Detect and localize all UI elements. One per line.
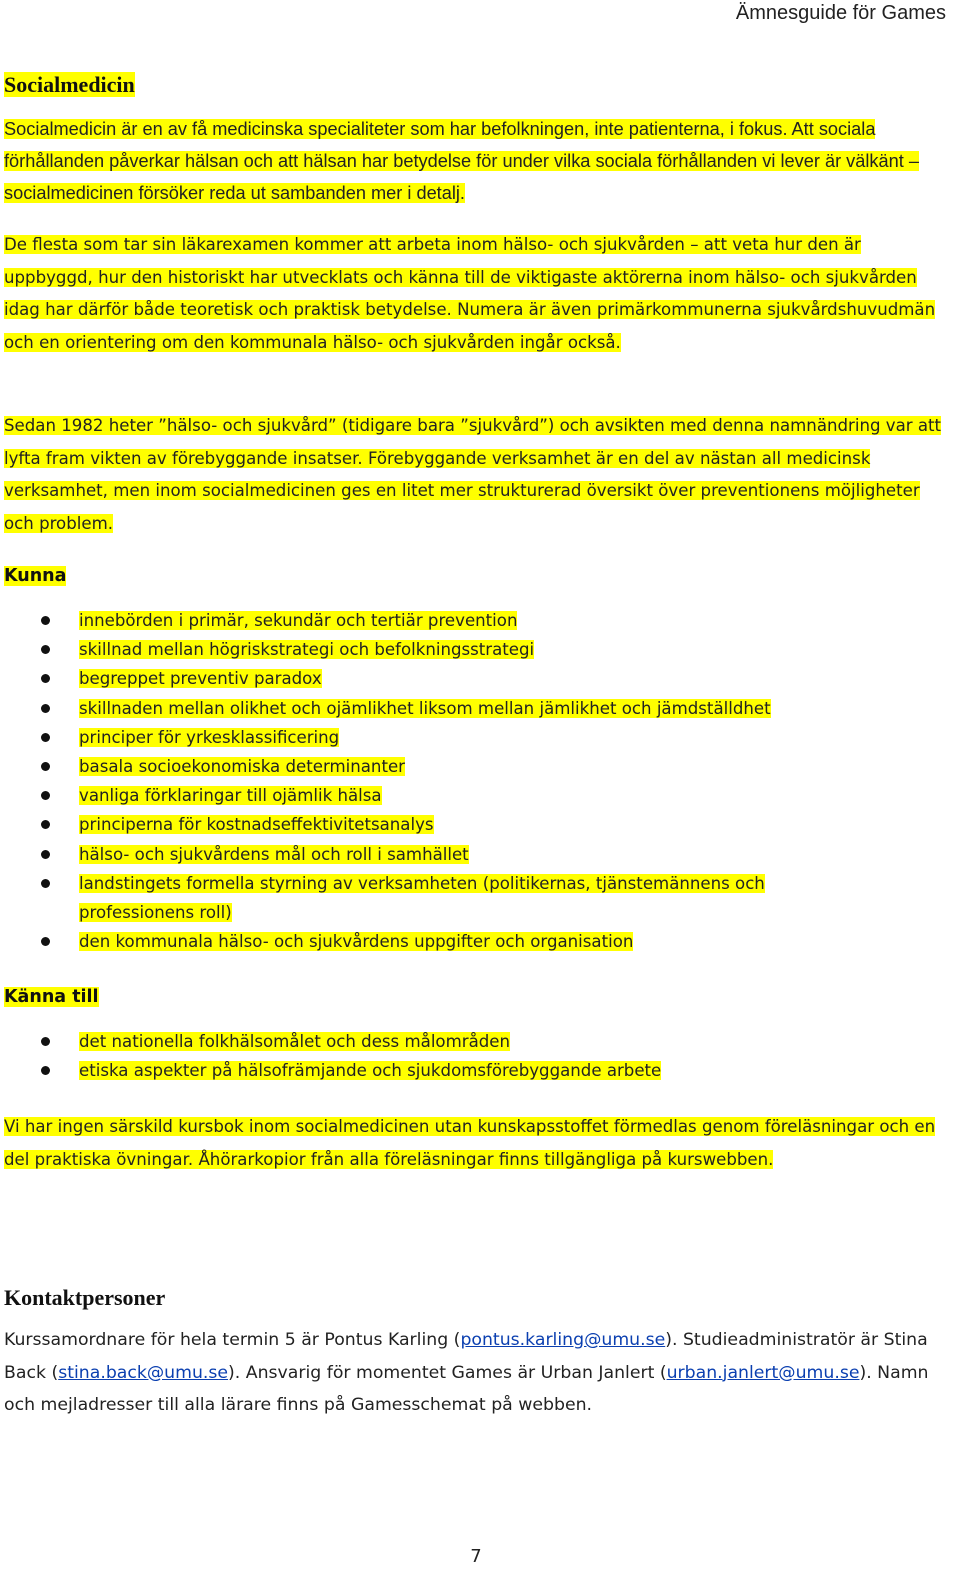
list-item (4, 1056, 950, 1085)
page-number: 7 (470, 1546, 482, 1567)
list-item-text: etiska aspekter på hälsofrämjande och sjukdomsförebyggande arbete (79, 1061, 662, 1081)
contacts-text-3: ). Ansvarig för momentet Games är Urban Janlert ( (228, 1362, 667, 1383)
list-item-text: hälso- och sjukvårdens mål och roll i samhället (79, 844, 469, 864)
list-item-text: vanliga förklaringar till ojämlik hälsa (79, 786, 382, 806)
list-item-text: skillnaden mellan olikhet och ojämlikhet liksom mellan jämlikhet och jämdställdhet (79, 698, 771, 718)
list-item (4, 1027, 950, 1056)
list-item (4, 869, 859, 927)
section-title-text: Socialmedicin (4, 72, 135, 97)
kunna-heading (4, 562, 950, 590)
list-item (4, 927, 950, 956)
kunna-list (4, 606, 950, 956)
list-item (4, 606, 950, 635)
contacts-text-4: ). Namn och mejladresser till alla lärare finns på Gamesschemat på webben. (4, 1362, 929, 1415)
list-item-text: innebörden i primär, sekundär och tertiär prevention (79, 611, 518, 630)
section-title (4, 71, 950, 99)
bullet-icon (41, 937, 50, 946)
email-link-pontus[interactable]: pontus.karling@umu.se (460, 1330, 666, 1350)
paragraph-healthcare (4, 229, 950, 359)
contacts-title: Kontaktpersoner (4, 1285, 166, 1310)
bullet-icon (41, 1066, 50, 1075)
list-item-text: principer för yrkesklassificering (79, 727, 340, 747)
list-item-text: landstingets formella styrning av verksamheten (politikernas, tjänstemännens och professionens roll) (79, 873, 765, 923)
bullet-icon (41, 879, 50, 888)
list-item (4, 781, 950, 810)
list-item-text: den kommunala hälso- och sjukvårdens uppgifter och organisation (79, 932, 634, 952)
bullet-icon (41, 791, 50, 800)
running-header: Ämnesguide för Games (735, 2, 946, 24)
list-item-text: begreppet preventiv paradox (79, 669, 322, 689)
intro-paragraph (4, 113, 950, 209)
bullet-icon (41, 704, 50, 713)
list-item (4, 840, 950, 869)
list-item (4, 694, 950, 723)
kanna-till-heading-text: Känna till (4, 987, 99, 1007)
bullet-icon (41, 616, 50, 625)
closing-paragraph (4, 1111, 950, 1176)
email-link-urban[interactable]: urban.janlert@umu.se (666, 1362, 860, 1383)
paragraph-prevention (4, 410, 950, 540)
paragraph-prevention-text: Sedan 1982 heter ”hälso- och sjukvård” (tidigare bara ”sjukvård”) och avsikten med denna namnändring var att lyfta fram vikten av förebyggande insatser. Förebyggande verksamhet är en del av nästan all medicinsk verksamhet, men inom socialmedicinen ges en litet mer strukturerad översikt över preventionens möjligheter och problem. (4, 416, 942, 533)
contacts-text-2: ). Studieadministratör är Stina Back ( (4, 1330, 928, 1383)
bullet-icon (41, 850, 50, 859)
kunna-heading-text: Kunna (4, 566, 67, 586)
list-item-text: principerna för kostnadseffektivitetsanalys (79, 815, 434, 835)
bullet-icon (41, 674, 50, 683)
list-item-text: det nationella folkhälsomålet och dess målområden (79, 1032, 510, 1051)
list-item (4, 752, 950, 781)
contacts-text-1: Kurssamordnare för hela termin 5 är Pontus Karling ( (4, 1330, 461, 1350)
intro-text: Socialmedicin är en av få medicinska specialiteter som har befolkningen, inte patienterna, i fokus. Att sociala förhållanden påverkar hälsan och att hälsan har betydelse för under vilka sociala förhållanden vi lever är välkänt – socialmedicinen försöker reda ut sambanden mer i detalj. (4, 119, 919, 203)
list-item-text: basala socioekonomiska determinanter (79, 757, 405, 777)
kanna-till-list (4, 1027, 950, 1085)
kanna-till-heading (4, 983, 950, 1011)
list-item (4, 635, 950, 664)
bullet-icon (41, 1037, 50, 1046)
list-item (4, 664, 950, 693)
bullet-icon (41, 733, 50, 742)
list-item-text: skillnad mellan högriskstrategi och befolkningsstrategi (79, 640, 535, 660)
email-link-stina[interactable]: stina.back@umu.se (58, 1362, 229, 1383)
bullet-icon (41, 645, 50, 654)
contacts-paragraph (4, 1324, 950, 1422)
list-item (4, 810, 950, 839)
bullet-icon (41, 820, 50, 829)
paragraph-healthcare-text: De flesta som tar sin läkarexamen kommer att arbeta inom hälso- och sjukvården – att veta hur den är uppbyggd, hur den historiskt har utvecklats och känna till de viktigaste aktörerna inom hälso- och sjukvården idag har därför både teoretisk och praktisk betydelse. Numera är även primärkommunerna sjukvårdshuvudmän och en orientering om den kommunala hälso- och sjukvården ingår också. (4, 235, 936, 352)
list-item (4, 723, 950, 752)
bullet-icon (41, 762, 50, 771)
closing-text: Vi har ingen särskild kursbok inom socialmedicinen utan kunskapsstoffet förmedlas genom föreläsningar och en del praktiska övningar. Åhörarkopior från alla föreläsningar finns tillgängliga på kurswebben. (4, 1117, 936, 1169)
